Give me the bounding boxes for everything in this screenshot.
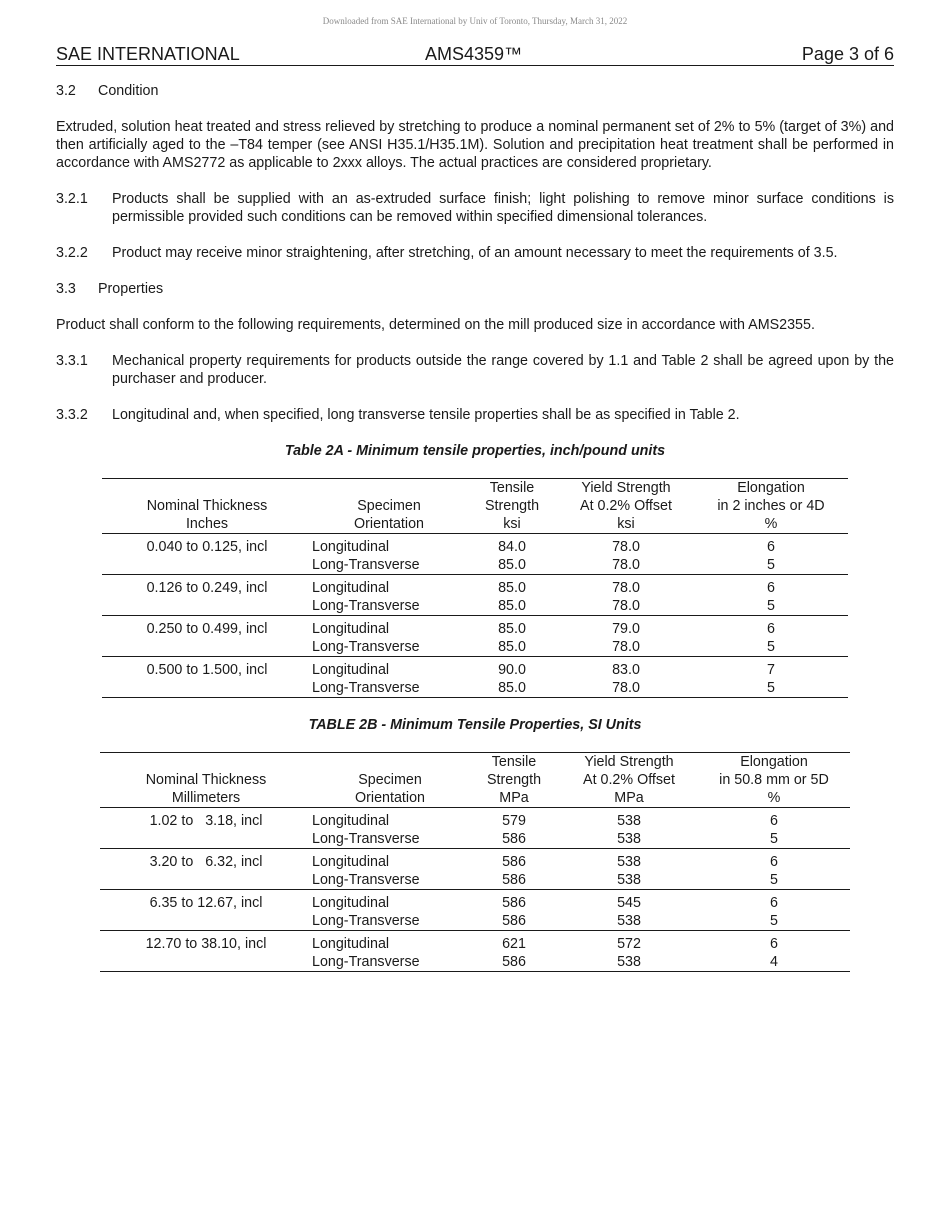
cell-yield: 538	[617, 831, 641, 847]
cell-tensile: 85.0	[498, 580, 526, 596]
cell-tensile: 85.0	[498, 639, 526, 655]
col-nominal-thickness: Nominal Thickness Millimeters	[145, 772, 267, 806]
cell-elongation: 5	[767, 557, 775, 573]
thickness-group	[102, 657, 848, 698]
cell-yield: 572	[617, 936, 641, 952]
cell-nominal-thickness: 0.250 to 0.499, incl	[146, 621, 268, 637]
table-row	[102, 616, 848, 639]
cell-orientation: Long-Transverse	[312, 831, 420, 847]
table-row	[100, 890, 850, 913]
cell-nominal-thickness	[100, 912, 312, 931]
cell-elongation: 5	[767, 680, 775, 696]
cell-tensile: 586	[502, 954, 526, 970]
cell-elongation: 7	[767, 662, 775, 678]
table-2b-caption: TABLE 2B - Minimum Tensile Properties, SI Units	[308, 717, 642, 733]
table-row	[102, 638, 848, 657]
table-row	[100, 871, 850, 890]
section-3-3-2	[56, 406, 894, 424]
cell-tensile: 85.0	[498, 557, 526, 573]
col-yield-strength: Yield Strength At 0.2% Offset ksi	[580, 480, 672, 532]
table-row	[102, 534, 848, 557]
cell-tensile: 586	[502, 913, 526, 929]
cell-yield: 538	[617, 854, 641, 870]
cell-yield: 538	[617, 954, 641, 970]
cell-orientation: Longitudinal	[312, 813, 390, 829]
col-specimen-orientation: Specimen Orientation	[355, 772, 425, 806]
cell-nominal-thickness: 12.70 to 38.10, incl	[145, 936, 267, 952]
section-text: Product may receive minor straightening, after stretching, of an amount necessary to meet the requirements of 3.5.	[112, 245, 838, 261]
cell-orientation: Long-Transverse	[312, 557, 420, 573]
cell-orientation: Longitudinal	[312, 895, 390, 911]
thickness-group	[102, 534, 848, 575]
cell-orientation: Long-Transverse	[312, 639, 420, 655]
table-row	[100, 808, 850, 831]
table-row	[100, 830, 850, 849]
cell-orientation: Longitudinal	[312, 854, 390, 870]
table-row	[100, 849, 850, 872]
cell-elongation: 5	[770, 831, 778, 847]
section-number: 3.2.2	[56, 245, 88, 261]
cell-elongation: 5	[770, 872, 778, 888]
thickness-group	[100, 890, 850, 931]
cell-tensile: 586	[502, 872, 526, 888]
cell-elongation: 6	[770, 895, 778, 911]
section-3-3-paragraph: Product shall conform to the following requirements, determined on the mill produced size in accordance with AMS2355.	[56, 317, 815, 333]
cell-nominal-thickness	[102, 679, 312, 698]
section-number: 3.3.1	[56, 353, 88, 369]
section-3-2-2	[56, 244, 894, 262]
col-elongation: Elongation in 50.8 mm or 5D %	[719, 754, 829, 806]
table-row	[102, 575, 848, 598]
cell-orientation: Long-Transverse	[312, 954, 420, 970]
table-row	[102, 556, 848, 575]
cell-nominal-thickness: 0.500 to 1.500, incl	[146, 662, 268, 678]
cell-tensile: 90.0	[498, 662, 526, 678]
section-title: Condition	[98, 83, 159, 99]
cell-elongation: 5	[770, 913, 778, 929]
cell-nominal-thickness: 0.040 to 0.125, incl	[146, 539, 268, 555]
cell-nominal-thickness: 3.20 to 6.32, incl	[149, 854, 263, 870]
cell-tensile: 621	[502, 936, 526, 952]
document-number: AMS4359™	[425, 44, 523, 64]
section-3-3-1	[56, 352, 894, 388]
cell-nominal-thickness	[102, 597, 312, 616]
table-row	[102, 597, 848, 616]
cell-tensile: 85.0	[498, 598, 526, 614]
col-nominal-thickness: Nominal Thickness Inches	[146, 498, 268, 532]
cell-nominal-thickness	[102, 638, 312, 657]
section-3-2-1	[56, 190, 894, 226]
table-2b-header	[100, 753, 850, 808]
section-3-3-heading	[56, 280, 894, 298]
cell-elongation: 6	[767, 580, 775, 596]
section-3-2-heading	[56, 82, 894, 100]
section-text: Longitudinal and, when specified, long transverse tensile properties shall be as specified in Table 2.	[112, 407, 740, 423]
cell-elongation: 6	[770, 813, 778, 829]
cell-yield: 78.0	[612, 539, 640, 555]
cell-orientation: Longitudinal	[312, 621, 390, 637]
cell-yield: 78.0	[612, 639, 640, 655]
cell-elongation: 5	[767, 639, 775, 655]
thickness-group	[100, 931, 850, 972]
cell-yield: 545	[617, 895, 641, 911]
table-row	[100, 912, 850, 931]
cell-orientation: Long-Transverse	[312, 872, 420, 888]
section-3-2-paragraph: Extruded, solution heat treated and stress relieved by stretching to produce a nominal permanent set of 2% to 5% (target of 3%) and then artificially aged to the –T84 temper (see ANSI H35.1/H35.1M). Solution and precipitation heat treatment shall be performed in accordance with AMS2772 as applicable to 2xxx alloys. The actual practices are considered proprietary.	[56, 119, 894, 171]
cell-yield: 83.0	[612, 662, 640, 678]
cell-orientation: Longitudinal	[312, 936, 390, 952]
cell-tensile: 84.0	[498, 539, 526, 555]
cell-nominal-thickness	[100, 830, 312, 849]
cell-tensile: 586	[502, 854, 526, 870]
document-body	[56, 82, 894, 972]
cell-nominal-thickness	[100, 953, 312, 972]
cell-tensile: 586	[502, 895, 526, 911]
cell-elongation: 6	[767, 621, 775, 637]
cell-yield: 538	[617, 872, 641, 888]
cell-yield: 538	[617, 913, 641, 929]
thickness-group	[102, 616, 848, 657]
cell-nominal-thickness	[102, 556, 312, 575]
col-tensile-strength: Tensile Strength ksi	[484, 480, 540, 532]
section-text: Mechanical property requirements for products outside the range covered by 1.1 and Table 2 shall be agreed upon by the purchaser and producer.	[112, 353, 894, 387]
cell-nominal-thickness: 6.35 to 12.67, incl	[149, 895, 263, 911]
cell-orientation: Longitudinal	[312, 539, 390, 555]
cell-yield: 538	[617, 813, 641, 829]
col-elongation: Elongation in 2 inches or 4D %	[717, 480, 825, 532]
section-number: 3.2.1	[56, 191, 88, 207]
cell-elongation: 6	[770, 854, 778, 870]
cell-tensile: 85.0	[498, 680, 526, 696]
cell-tensile: 85.0	[498, 621, 526, 637]
cell-orientation: Longitudinal	[312, 580, 390, 596]
section-number: 3.3.2	[56, 407, 88, 423]
cell-elongation: 6	[767, 539, 775, 555]
cell-orientation: Longitudinal	[312, 662, 390, 678]
download-watermark: Downloaded from SAE International by Univ of Toronto, Thursday, March 31, 2022	[322, 16, 628, 26]
page-number: Page 3 of 6	[801, 44, 894, 64]
table-row	[102, 657, 848, 680]
table-row	[102, 679, 848, 698]
cell-yield: 78.0	[612, 557, 640, 573]
table-2a-caption: Table 2A - Minimum tensile properties, inch/pound units	[284, 443, 666, 459]
section-text: Products shall be supplied with an as-extruded surface finish; light polishing to remove minor surface conditions is permissible provided such conditions can be removed within specified dimensional tolerances.	[112, 191, 894, 225]
cell-nominal-thickness: 1.02 to 3.18, incl	[149, 813, 263, 829]
section-number: 3.3	[56, 281, 76, 297]
cell-orientation: Long-Transverse	[312, 598, 420, 614]
cell-yield: 78.0	[612, 580, 640, 596]
table-2a-header	[102, 479, 848, 534]
cell-orientation: Long-Transverse	[312, 680, 420, 696]
cell-tensile: 579	[502, 813, 526, 829]
cell-tensile: 586	[502, 831, 526, 847]
cell-yield: 78.0	[612, 598, 640, 614]
col-tensile-strength: Tensile Strength MPa	[486, 754, 542, 806]
thickness-group	[100, 849, 850, 890]
cell-yield: 78.0	[612, 680, 640, 696]
cell-yield: 79.0	[612, 621, 640, 637]
section-number: 3.2	[56, 83, 76, 99]
section-title: Properties	[98, 281, 164, 297]
cell-elongation: 5	[767, 598, 775, 614]
page-header	[56, 44, 894, 66]
cell-elongation: 4	[770, 954, 778, 970]
cell-nominal-thickness	[100, 871, 312, 890]
table-2a	[102, 478, 848, 698]
col-specimen-orientation: Specimen Orientation	[354, 498, 424, 532]
table-2b	[100, 752, 850, 972]
cell-nominal-thickness: 0.126 to 0.249, incl	[146, 580, 268, 596]
col-yield-strength: Yield Strength At 0.2% Offset MPa	[583, 754, 675, 806]
table-row	[100, 953, 850, 972]
cell-orientation: Long-Transverse	[312, 913, 420, 929]
thickness-group	[102, 575, 848, 616]
org-name: SAE INTERNATIONAL	[56, 44, 240, 64]
table-row	[100, 931, 850, 954]
cell-elongation: 6	[770, 936, 778, 952]
thickness-group	[100, 808, 850, 849]
